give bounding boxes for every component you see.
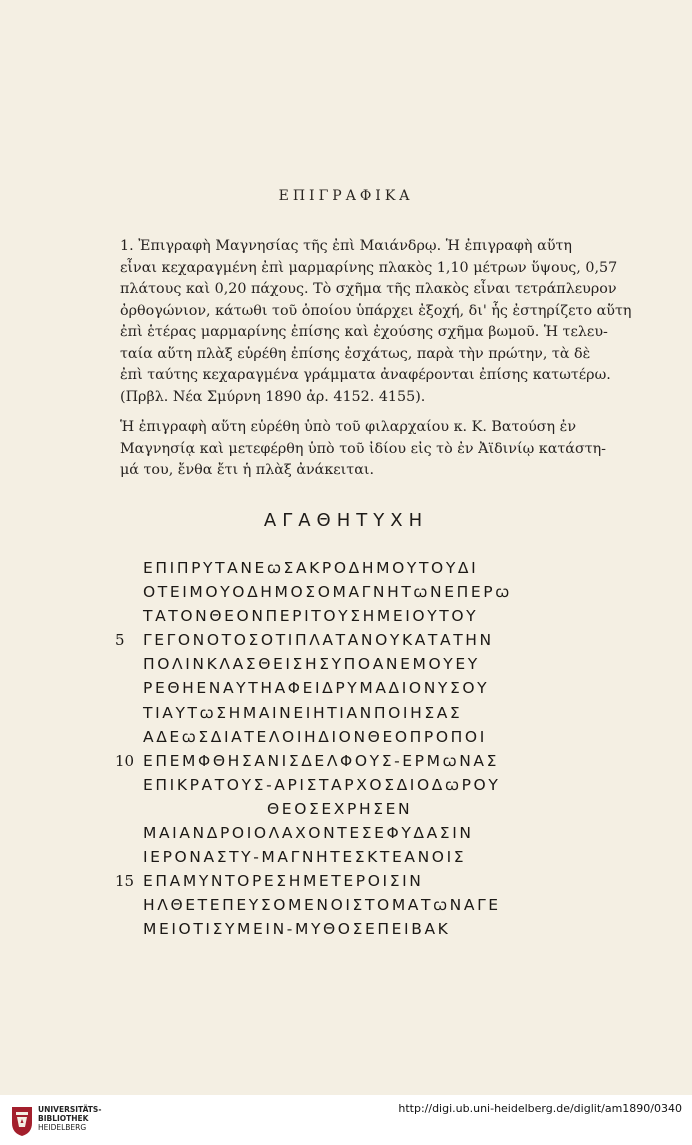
source-url-link[interactable]: http://digi.ub.uni-heidelberg.de/diglit/am1890/0340 (398, 1102, 682, 1115)
inscription-line (115, 917, 595, 941)
text-line: πλάτους καὶ 0,20 πάχους. Τὸ σχῆμα τῆς πλακὸς εἶναι τετράπλευρον (120, 281, 617, 297)
line-number: 5 (115, 631, 125, 650)
inscription-line (115, 773, 595, 797)
text-line: Μαγνησίᾳ καὶ μετεφέρθη ὑπὸ τοῦ ἰδίου εἰς τὸ ἐν Ἀϊδινίῳ κατάστη- (120, 440, 607, 457)
page-heading: ΕΠΙΓΡΑΦΙΚΑ (278, 188, 414, 204)
inscription-text: ΕΠΙΠΡΥΤΑΝΕꞷΣΑΚΡΟΔΗΜΟΥΤΟΥΔΙ (143, 559, 479, 577)
text-line: 1. Ἐπιγραφὴ Μαγνησίας τῆς ἐπὶ Μαιάνδρῳ. Ἡ ἐπιγραφὴ αὕτη (120, 238, 572, 254)
inscription-text: ΤΑΤΟΝΘΕΟΝΠΕΡΙΤΟΥΣΗΜΕΙΟΥΤΟΥ (143, 607, 479, 626)
inscription-text: ΜΑΙΑΝΔΡΟΙΟΛΑΧΟΝΤΕΣΕΦΥΔΑΣΙΝ (143, 824, 474, 843)
inscription-text: ΜΕΙΟΤΙΣΥΜΕΙΝ-ΜΥΘΟΣΕΠΕΙΒΑΚ (143, 920, 451, 939)
inscription-text: ΘΕΟΣΕΧΡΗΣΕΝ (267, 799, 413, 818)
inscription (115, 556, 595, 942)
inscription-line (115, 604, 595, 628)
inscription-line (115, 749, 595, 773)
inscription-line (115, 652, 595, 676)
inscription-text: ΙΕΡΟΝΑΣΤΥ-ΜΑΓΝΗΤΕΣΚΤΕΑΝΟΙΣ (143, 848, 467, 867)
inscription-text: ΕΠΙΚΡΑΤΟΥΣ-ΑΡΙΣΤΑΡΧΟΣΔΙΟΔꞷΡΟΥ (143, 775, 501, 794)
inscription-text: ΟΤΕΙΜΟΥΟΔΗΜΟΣΟΜΑΓΝΗΤꞷΝΕΠΕΡꞷ (143, 583, 512, 602)
paragraph-2 (120, 417, 607, 482)
library-line-3: HEIDELBERG (38, 1123, 87, 1132)
text-line: μά του, ἔνθα ἔτι ἡ πλὰξ ἀνάκειται. (120, 462, 374, 478)
inscription-text: ΕΠΕΜΦΘΗΣΑΝΙΣΔΕΛΦΟΥΣ-ΕΡΜꞷΝΑΣ (143, 751, 499, 770)
inscription-text: ΓΕΓΟΝΟΤΟΣΟΤΙΠΛΑΤΑΝΟΥΚΑΤΑΤΗΝ (143, 631, 494, 650)
text-line: ὀρθογώνιον, κάτωθι τοῦ ὁποίου ὑπάρχει ἐξοχή, δι' ἧς ἐστηρίζετο αὕτη (120, 302, 632, 319)
inscription-line (115, 725, 595, 749)
inscription-line (115, 893, 595, 917)
text-line: ἐπὶ ἑτέρας μαρμαρίνης ἐπίσης καὶ ἐχούσης σχῆμα βωμοῦ. Ἡ τελευ- (120, 324, 608, 340)
inscription-line (115, 580, 595, 604)
library-line-1: UNIVERSITÄTS- (38, 1105, 102, 1114)
inscription-text: ΕΠΑΜΥΝΤΟΡΕΣΗΜΕΤΕΡΟΙΣΙΝ (143, 872, 424, 891)
university-seal-icon (10, 1103, 34, 1137)
inscription-title: ΑΓΑΘΗΤΥΧΗ (263, 510, 429, 531)
text-line: (Πρβλ. Νέα Σμύρνη 1890 ἀρ. 4152. 4155). (120, 388, 426, 405)
inscription-line (115, 628, 595, 652)
inscription-line (115, 821, 595, 845)
inscription-text: ΠΟΛΙΝΚΛΑΣΘΕΙΣΗΣΥΠΟΑΝΕΜΟΥΕΥ (143, 655, 480, 674)
inscription-line (115, 869, 595, 893)
inscription-line (115, 701, 595, 725)
inscription-text: ΡΕΘΗΕΝΑΥΤΗΑΦΕΙΔΡΥΜΑΔΙΟΝΥΣΟΥ (143, 679, 490, 698)
inscription-line (115, 845, 595, 869)
library-name (38, 1105, 101, 1132)
inscription-line (115, 676, 595, 700)
line-number: 15 (115, 872, 135, 891)
paragraph-1 (120, 236, 632, 408)
text-line: Ἡ ἐπιγραφὴ αὕτη εὑρέθη ὑπὸ τοῦ φιλαρχαίου κ. Κ. Βατούση ἐν (120, 419, 577, 435)
inscription-text: ΤΙΑΥΤꞷΣΗΜΑΙΝΕΙΗΤΙΑΝΠΟΙΗΣΑΣ (143, 703, 463, 722)
text-line: ταία αὕτη πλὰξ εὑρέθη ἐπίσης ἐσχάτως, παρὰ τὴν πρώτην, τὰ δὲ (120, 345, 591, 362)
inscription-line (115, 797, 595, 821)
inscription-text: ΑΔΕꞷΣΔΙΑΤΕΛΟΙΗΔΙΟΝΘΕΟΠΡΟΠΟΙ (143, 727, 487, 746)
line-number: 10 (115, 751, 135, 770)
inscription-text: ΗΛΘΕΤΕΠΕΥΣΟΜΕΝΟΙΣΤΟΜΑΤꞷΝΑΓΕ (143, 896, 501, 915)
text-line: εἶναι κεχαραγμένη ἐπὶ μαρμαρίνης πλακὸς 1,10 μέτρων ὕψους, 0,57 (120, 259, 618, 276)
footer-bar (0, 1095, 692, 1145)
inscription-line (115, 556, 595, 580)
library-line-2: BIBLIOTHEK (38, 1114, 89, 1123)
text-line: ἐπὶ ταύτης κεχαραγμένα γράμματα ἀναφέρονται ἐπίσης κατωτέρω. (120, 367, 611, 383)
